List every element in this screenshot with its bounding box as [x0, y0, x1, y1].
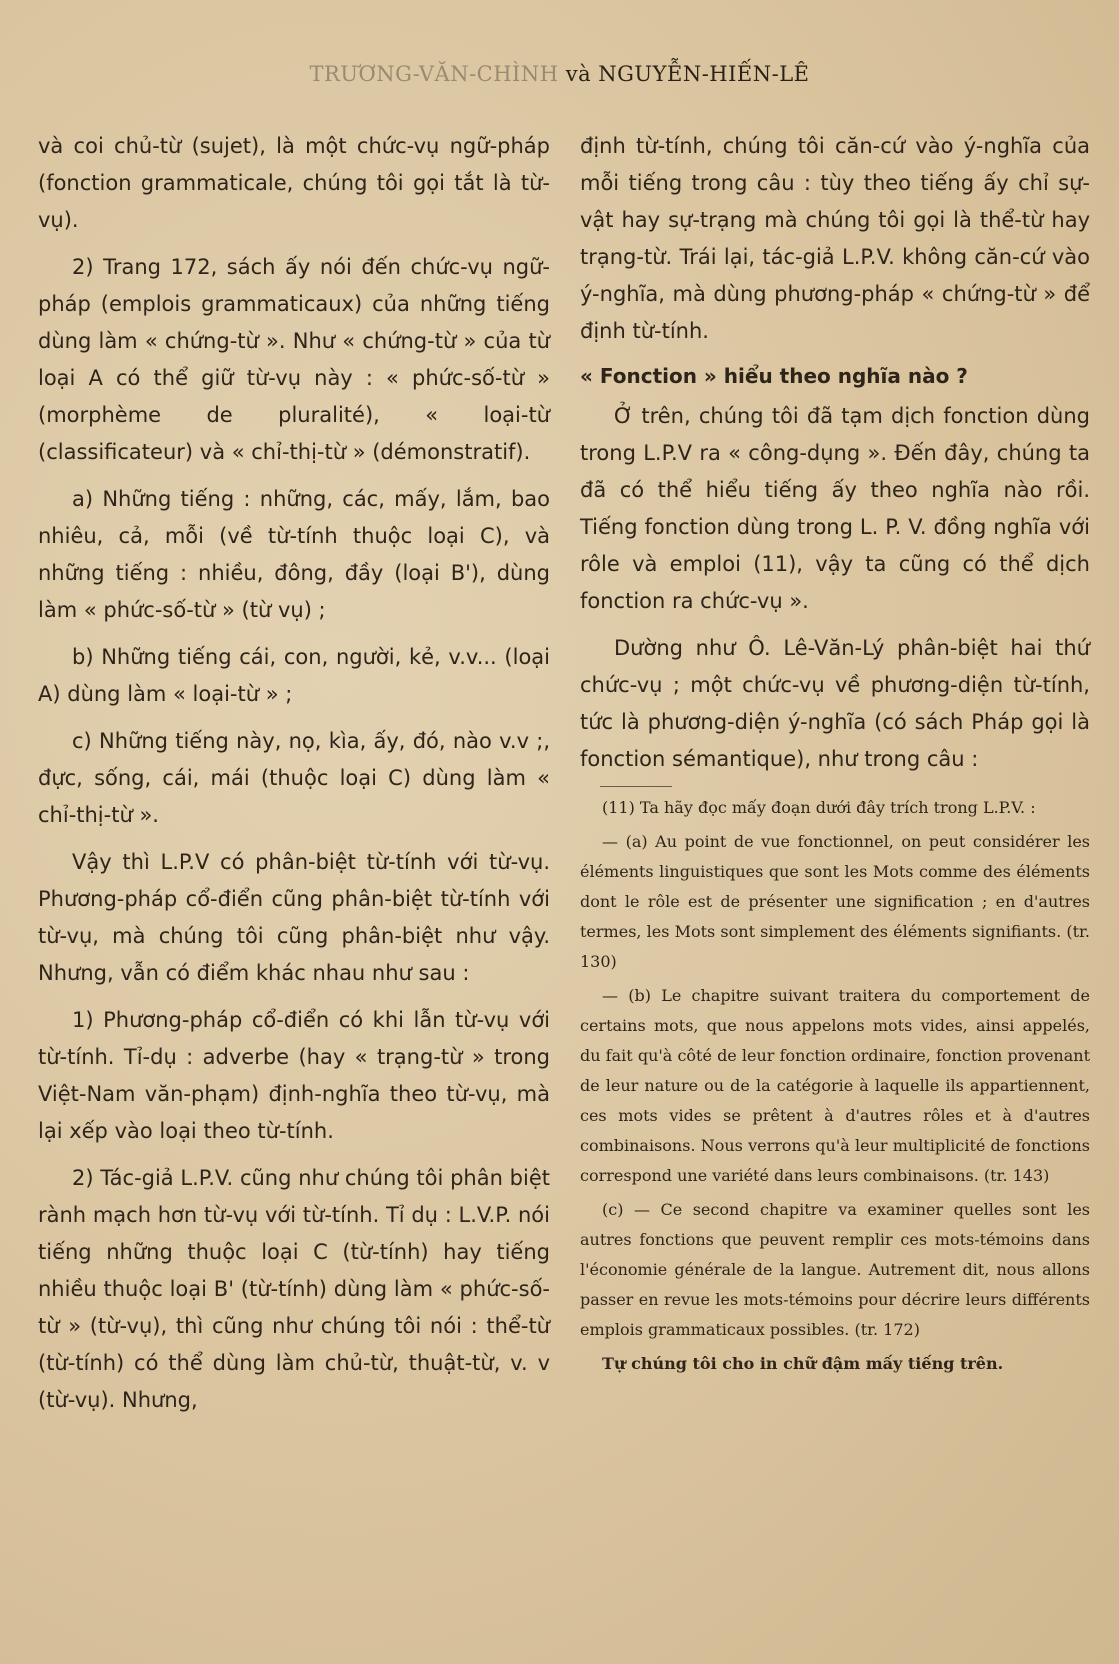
- paragraph: Ở trên, chúng tôi đã tạm dịch fonction dùng trong L.P.V ra « công-dụng ». Đến đây, chúng ta đã có thể hiểu tiếng ấy theo nghĩa nào rồi. Tiếng fonction dùng trong L. P. V. đồng nghĩa với rôle và emploi (11), vậy ta cũng có thể dịch fonction ra chức-vụ ».: [580, 404, 1090, 613]
- paragraph: a) Những tiếng : những, các, mấy, lắm, bao nhiêu, cả, mỗi (về từ-tính thuộc loại C), và những tiếng : nhiều, đông, đầy (loại B'), dùng làm « phức-số-từ » (từ vụ) ;: [38, 487, 550, 622]
- paragraph: Vậy thì L.P.V có phân-biệt từ-tính với từ-vụ. Phương-pháp cổ-điển cũng phân-biệt từ-tính với từ-vụ, mà chúng tôi cũng phân-biệt như vậy. Nhưng, vẫn có điểm khác nhau như sau :: [38, 850, 550, 985]
- running-header: [0, 62, 1119, 86]
- header-authors-faded: TRƯƠNG-VĂN-CHÌNH: [309, 62, 559, 86]
- footnote-quote-b: — (b) Le chapitre suivant traitera du comportement de certains mots, que nous appelons mots vides, ainsi appelés, du fait qu'à côté de leur fonction ordinaire, fonction provenant de leur nature ou de la catégorie à laquelle ils appartiennent, ces mots vides se prêtent à d'autres rôles et à d'autres combinaisons. Nous verrons qu'à leur multiplicité de fonctions correspond une variété dans leurs combinaisons. (tr. 143): [580, 986, 1090, 1185]
- paragraph: 2) Trang 172, sách ấy nói đến chức-vụ ngữ-pháp (emplois grammaticaux) của những tiếng dùng làm « chứng-từ ». Như « chứng-từ » của từ loại A có thể giữ từ-vụ này : « phức-số-từ » (morphème de pluralité), « loại-từ (classificateur) và « chỉ-thị-từ » (démonstratif).: [38, 255, 550, 464]
- header-authors: và NGUYỄN-HIẾN-LÊ: [565, 62, 810, 86]
- footnote-separator: [600, 786, 672, 787]
- paragraph: định từ-tính, chúng tôi căn-cứ vào ý-nghĩa của mỗi tiếng trong câu : tùy theo tiếng ấy chỉ sự-vật hay sự-trạng mà chúng tôi gọi là thể-từ hay trạng-từ. Trái lại, tác-giả L.P.V. không căn-cứ vào ý-nghĩa, mà dùng phương-pháp « chứng-từ » để định từ-tính.: [580, 134, 1090, 343]
- paragraph: Dường như Ô. Lê-Văn-Lý phân-biệt hai thứ chức-vụ ; một chức-vụ về phương-diện từ-tính, tức là phương-diện ý-nghĩa (có sách Pháp gọi là fonction sémantique), như trong câu :: [580, 636, 1090, 771]
- paragraph: và coi chủ-từ (sujet), là một chức-vụ ngữ-pháp (fonction grammaticale, chúng tôi gọi tắt là từ-vụ).: [38, 134, 550, 232]
- paragraph: 2) Tác-giả L.P.V. cũng như chúng tôi phân biệt rành mạch hơn từ-vụ với từ-tính. Tỉ dụ : L.V.P. nói tiếng những thuộc loại C (từ-tính) hay tiếng nhiều thuộc loại B' (từ-tính) dùng làm « phức-số-từ » (từ-vụ), thì cũng như chúng tôi nói : thể-từ (từ-tính) có thể dùng làm chủ-từ, thuật-từ, v. v (từ-vụ). Nhưng,: [38, 1166, 550, 1412]
- left-column: [38, 128, 550, 1419]
- section-heading: « Fonction » hiểu theo nghĩa nào ?: [580, 364, 968, 388]
- paragraph: c) Những tiếng này, nọ, kìa, ấy, đó, nào v.v ;, đực, sống, cái, mái (thuộc loại C) dùng làm « chỉ-thị-từ ».: [38, 729, 550, 827]
- footnote-quote-c: (c) — Ce second chapitre va examiner quelles sont les autres fonctions que peuvent remplir ces mots-témoins dans l'économie générale de la langue. Autrement dit, nous allons passer en revue les mots-témoins pour décrire leurs différents emplois grammaticaux possibles. (tr. 172): [580, 1200, 1090, 1339]
- right-column: [580, 128, 1090, 1383]
- footnote-note: Tự chúng tôi cho in chữ đậm mấy tiếng trên.: [602, 1354, 1004, 1373]
- paragraph: 1) Phương-pháp cổ-điển có khi lẫn từ-vụ với từ-tính. Tỉ-dụ : adverbe (hay « trạng-từ » trong Việt-Nam văn-phạm) định-nghĩa theo từ-vụ, mà lại xếp vào loại theo từ-tính.: [38, 1008, 550, 1143]
- footnote: (11) Ta hãy đọc mấy đoạn dưới đây trích trong L.P.V. :: [602, 798, 1036, 817]
- paragraph: b) Những tiếng cái, con, người, kẻ, v.v... (loại A) dùng làm « loại-từ » ;: [38, 645, 550, 706]
- footnote-quote-a: — (a) Au point de vue fonctionnel, on peut considérer les éléments linguistiques que sont les Mots comme des éléments dont le rôle est de présenter une signification ; en d'autres termes, les Mots sont simplement des éléments signifiants. (tr. 130): [580, 832, 1090, 971]
